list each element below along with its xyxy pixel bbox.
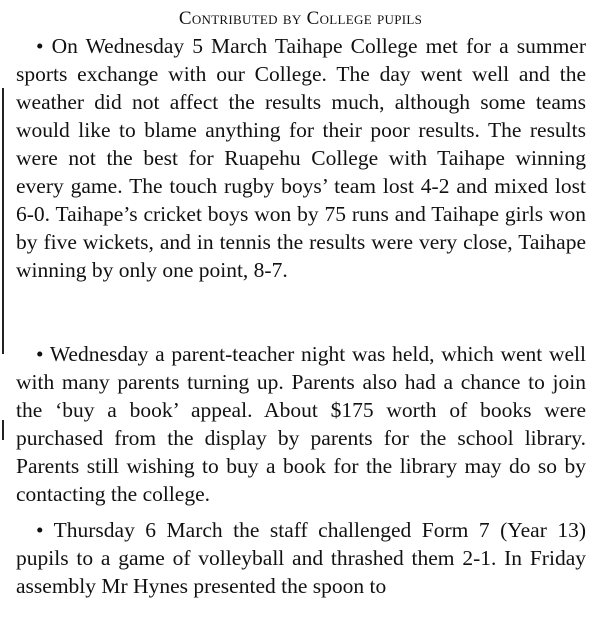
column-rule [2,88,4,354]
column-rule [2,420,4,440]
paragraph-sports-exchange: • On Wednesday 5 March Taihape College met for a summer sports exchange with our College. The day went well and the weather did not affect the results much, although some teams would like to blame anything for their poor results. The results were not the best for Ruapehu College with Taihape winning every game. The touch rugby boys’ team lost 4-2 and mixed lost 6-0. Taihape’s cricket boys won by 75 runs and Taihape girls won by five wickets, and in tennis the results were very close, Taihape winning by only one point, 8-7. [16,34,586,282]
article-byline: Contributed by College pupils [178,8,423,29]
paragraph-parent-teacher-night: • Wednesday a parent-teacher night was held, which went well with many parents turning up. Parents also had a chance to join the ‘buy a book’ appeal. About $175 worth of books were purchased from the display by parents for the school library. Parents still wishing to buy a book for the library may do so by contacting the college. [16,342,586,506]
paragraph-volleyball: • Thursday 6 March the staff challenged Form 7 (Year 13) pupils to a game of volleyball and thrashed them 2-1. In Friday assembly Mr Hynes presented the spoon to [16,518,586,598]
